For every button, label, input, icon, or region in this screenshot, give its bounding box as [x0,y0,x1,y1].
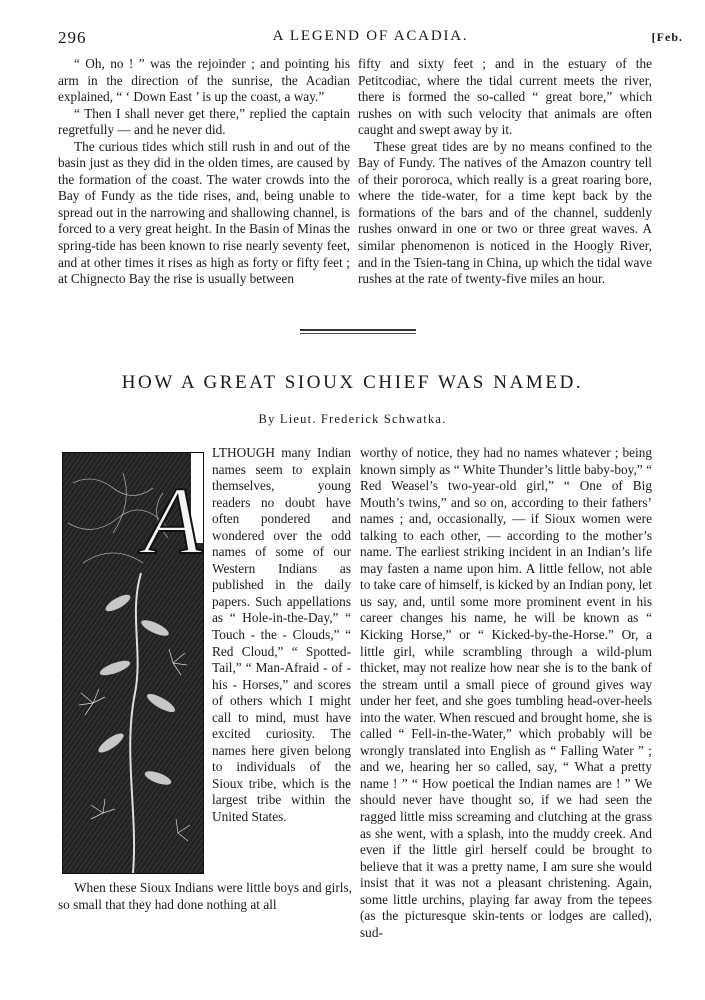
paragraph: These great tides are by no means confined to the Bay of Fundy. The natives of the Amazon country tell of their pororoca, which really is a great roaring bore, where the tide-water, for a time kept back by the formations of the bars and of the channel, suddenly rushes onward in one or two or three great waves. A similar phenomenon is noticed in the Hoogly River, and in the Tsien-tang in China, up which the tidal wave rushes at the rate of twenty-five miles an hour. [358,138,652,287]
article-byline: By Lieut. Frederick Schwatka. [258,412,447,426]
article-column-right [360,445,652,941]
drop-cap-illustration [62,452,204,874]
section-divider-thin [300,333,416,334]
paragraph: worthy of notice, they had no names whatever ; being known simply as “ White Thunder’s little baby-boy,” “ Red Weasel’s two-year-old girl,” “ One of Big Mouth’s twins,” and so on, according to their fathers’ names ; and, occasionally, — if Sioux women were talking to each other, — according to the mother’s name. The earliest striking incident in an Indian’s life may fasten a name upon him. A little fellow, not able to take care of himself, is kicked by an Indian pony, let us say, and, until some more prominent event in his career changes his name, he will be known as “ Kicking Horse,” or “ Kicked-by-the-Horse.” Or, a little girl, while scrambling through a wild-plum thicket, may not realize how near she is to the bank of the stream until a small piece of ground gives way under her feet, and she goes tumbling head-over-heels into the water. When rescued and brought home, she is called “ Fell-in-the-Water,” which probably will be wrongly translated into English as “ Falling Water ” ; and we, hearing her so called, say, “ What a pretty name ! ” “ How poetical the Indian names are ! ” We should never have thought so, if we had seen the ragged little miss screaming and clutching at the grass as she went, with a splash, into the muddy creek. And even if the little girl herself could be brought to believe that it was a pretty name, I am sure she would insist that it was not a pleasant christening. Again, some little urchins, playing far away from the tepees (as the picturesque skin-tents or lodges are called), sud- [360,445,652,940]
page-number: 296 [58,28,87,47]
lead-column-beside-image [212,445,351,826]
paragraph: “ Oh, no ! ” was the rejoinder ; and pointing his arm in the direction of the sunrise, the Acadian explained, “ ‘ Down East ’ is up the coast, a way.” [58,56,350,105]
running-head [58,28,683,50]
top-column-left [58,56,350,288]
top-column-right [358,56,652,288]
issue-month: [Feb. [651,30,683,44]
section-divider [300,329,416,331]
lead-paragraph: LTHOUGH many Indian names seem to explain themselves, young readers no doubt have often pondered and wondered over the odd names of some of our Western Indians as published in the daily papers. Such appellations as “ Hole-in-the-Day,” “ Touch - the - Clouds,” “ Red Cloud,” “ Spotted-Tail,” “ Man-Afraid - of - his - Horses,” and scores of others which I might call to mind, must have excited curiosity. The names here given belong to individuals of the Sioux tribe, which is the largest tribe within the United States. [212,445,351,825]
paragraph: “ Then I shall never get there,” replied the captain regretfully — and he never did. [58,105,350,138]
paragraph: The curious tides which still rush in and out of the basin just as they did in the olden times, are caused by the formation of the coast. The water crowds into the Bay of Fundy as the tide rises, and, being unable to spread out in the narrowing and shallowing channel, is forced to a very great height. In the Basin of Minas the spring-tide has been known to rise nearly seventy feet, and at other times it rises as high as forty or fifty feet ; at Chignecto Bay the rise is usually between [58,138,350,287]
article-title: HOW A GREAT SIOUX CHIEF WAS NAMED. [121,372,584,393]
lead-column-bottom [58,880,352,913]
milkweed-engraving-icon [63,453,203,873]
paragraph: When these Sioux Indians were little boys and girls, so small that they had done nothing at all [58,880,352,912]
drop-cap-letter: A [143,467,203,574]
running-title: A LEGEND OF ACADIA. [272,28,469,44]
paragraph: fifty and sixty feet ; and in the estuary of the Petitcodiac, where the tidal current meets the river, there is formed the so-called “ great bore,” which rushes on with such velocity that animals are often caught and swept away by it. [358,56,652,138]
